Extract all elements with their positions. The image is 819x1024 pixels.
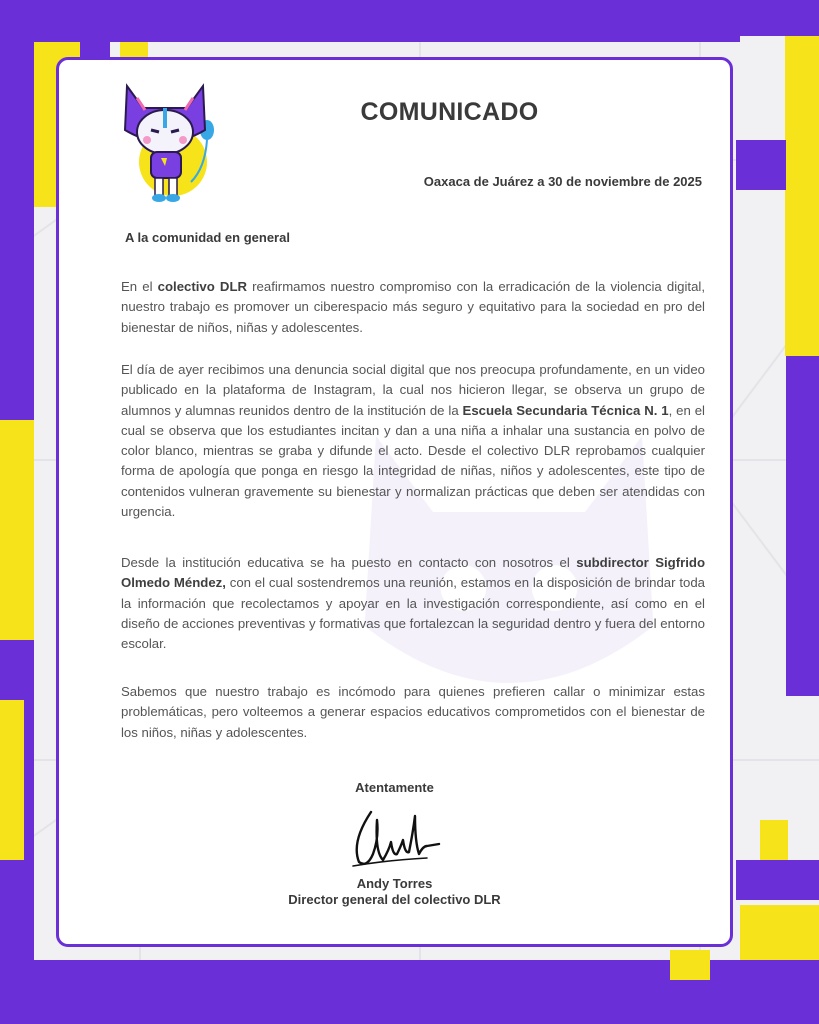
paragraph-3-text: con el cual sostendremos una reunión, estamos en la disposición de brindar toda la información que recolectamos y apoyar en la investigación correspondiente, así como en el diseño de acciones preventivas y formativas que fortalezcan la seguridad dentro y fuera del entorno escolar. — [121, 575, 705, 652]
paragraph-2-bold: Escuela Secundaria Técnica N. 1 — [462, 402, 669, 418]
decor-block — [0, 0, 34, 420]
paragraph-2-text: El día de ayer recibimos una denuncia social digital que nos preocupa profundamente, en un video publicado en la plataforma de Instagram, la cual nos hicieron llegar, se observa un grupo de alumnos y alumnas reunidos dentro de la institución de la — [121, 362, 705, 418]
closing: Atentamente — [355, 780, 434, 795]
decor-block — [736, 860, 819, 900]
decor-block — [670, 950, 710, 980]
paragraph-2-text: , en el cual se observa que los estudiantes incitan y dan a una niña a inhalar una sustancia en polvo de color blanco, mientras se graba y difunde el acto. Desde el colectivo DLR reprobamos cualquier forma de apología que ponga en riesgo la integridad de niñas, niños y adolescentes, este tipo de contenidos vulneran gravemente su bienestar y normalizan prácticas que deben ser atendidas con urgencia. — [121, 402, 705, 520]
decor-block — [786, 356, 819, 696]
decor-block — [785, 36, 819, 356]
paragraph-2 — [121, 360, 705, 522]
paragraph-1-text: reafirmamos nuestro compromiso con la erradicación de la violencia digital, nuestro trabajo es promover un ciberespacio más seguro y equitativo para la sociedad en pro del bienestar de niños, niñas y adolescentes. — [121, 279, 705, 335]
decor-block — [740, 905, 819, 960]
paragraph-3-bold: subdirector Sigfrido Olmedo Méndez, — [121, 555, 706, 591]
signer-title: Director general del colectivo DLR — [288, 892, 501, 907]
document-card — [56, 57, 733, 947]
paragraph-1 — [121, 277, 705, 338]
paragraph-1-bold: colectivo DLR — [157, 279, 248, 294]
paragraph-1-text: En el — [121, 279, 158, 294]
date-line: Oaxaca de Juárez a 30 de noviembre de 2025 — [423, 174, 702, 189]
paragraph-4: Sabemos que nuestro trabajo es incómodo para quienes prefieren callar o minimizar estas problemáticas, pero volteemos a generar espacios educativos comprometidos con el bienestar de los niños, niñas y adolescentes. — [121, 684, 705, 740]
decor-block — [0, 0, 740, 42]
signer-name: Andy Torres — [356, 876, 433, 891]
paragraph-3-text: Desde la institución educativa se ha puesto en contacto con nosotros el — [121, 555, 577, 570]
decor-block — [0, 420, 34, 640]
decor-block — [736, 140, 786, 190]
decor-block — [740, 0, 819, 36]
handwritten-signature — [349, 802, 449, 870]
paragraph-3 — [121, 553, 705, 654]
decor-block — [0, 700, 24, 860]
salutation: A la comunidad en general — [125, 230, 290, 245]
page-title: COMUNICADO — [360, 98, 539, 126]
